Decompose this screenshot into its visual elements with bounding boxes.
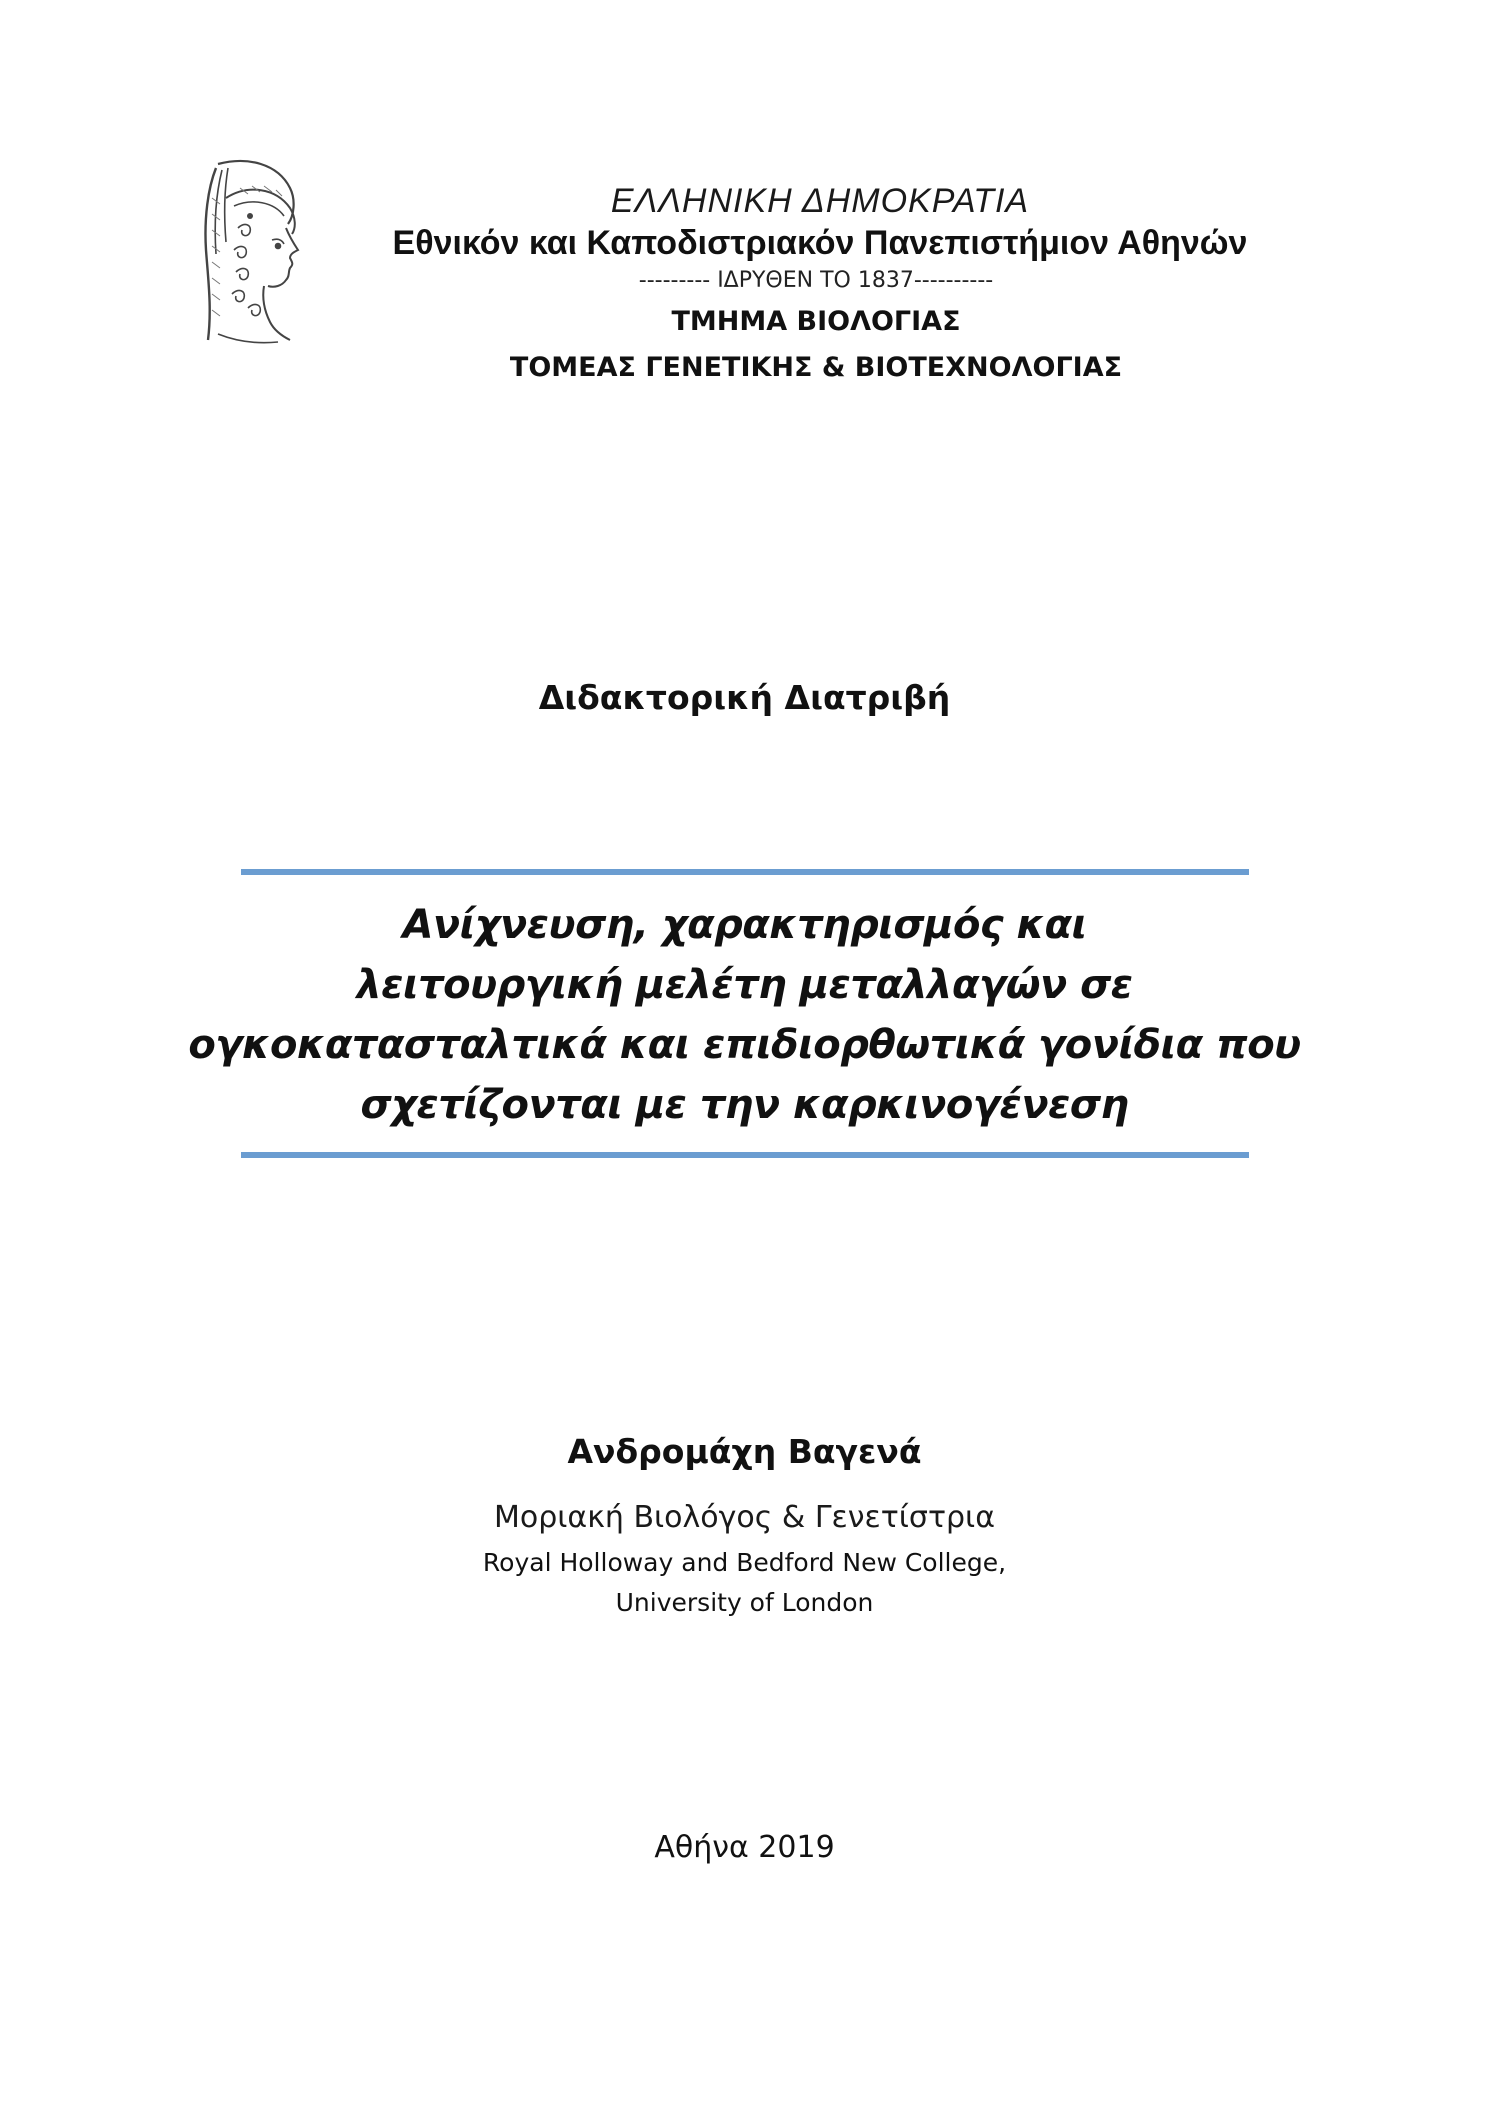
thesis-title-line: λειτουργική μελέτη μεταλλαγών σε [356, 962, 1133, 1008]
place-and-year: Αθήνα 2019 [654, 1830, 835, 1865]
university-name: Εθνικόν και Καποδιστριακόν Πανεπιστήμιον Αθηνών [392, 224, 1248, 262]
author-profession: Μοριακή Βιολόγος & Γενετίστρια [494, 1500, 995, 1535]
title-bottom-rule [241, 1152, 1249, 1158]
department-name: ΤΜΗΜΑ ΒΙΟΛΟΓΙΑΣ [671, 306, 961, 337]
athena-head-emblem-icon [178, 158, 308, 348]
sector-name: ΤΟΜΕΑΣ ΓΕΝΕΤΙΚΗΣ & ΒΙΟΤΕΧΝΟΛΟΓΙΑΣ [509, 352, 1123, 383]
founded-line: --------- ΙΔΡΥΘΕΝ ΤΟ 1837---------- [638, 268, 994, 293]
thesis-title-line: Ανίχνευση, χαρακτηρισμός και [402, 902, 1087, 948]
author-name: Ανδρομάχη Βαγενά [567, 1432, 922, 1471]
thesis-title-line: ογκοκατασταλτικά και επιδιορθωτικά γονίδια που [188, 1022, 1301, 1068]
title-top-rule [241, 869, 1249, 875]
document-type: Διδακτορική Διατριβή [538, 678, 951, 717]
author-affiliation-line1: Royal Holloway and Bedford New College, [482, 1548, 1007, 1577]
republic-heading: ΕΛΛΗΝΙΚΗ ΔΗΜΟΚΡΑΤΙΑ [610, 182, 1030, 220]
author-affiliation-line2: University of London [615, 1588, 874, 1617]
thesis-title-line: σχετίζονται με την καρκινογένεση [360, 1082, 1129, 1128]
